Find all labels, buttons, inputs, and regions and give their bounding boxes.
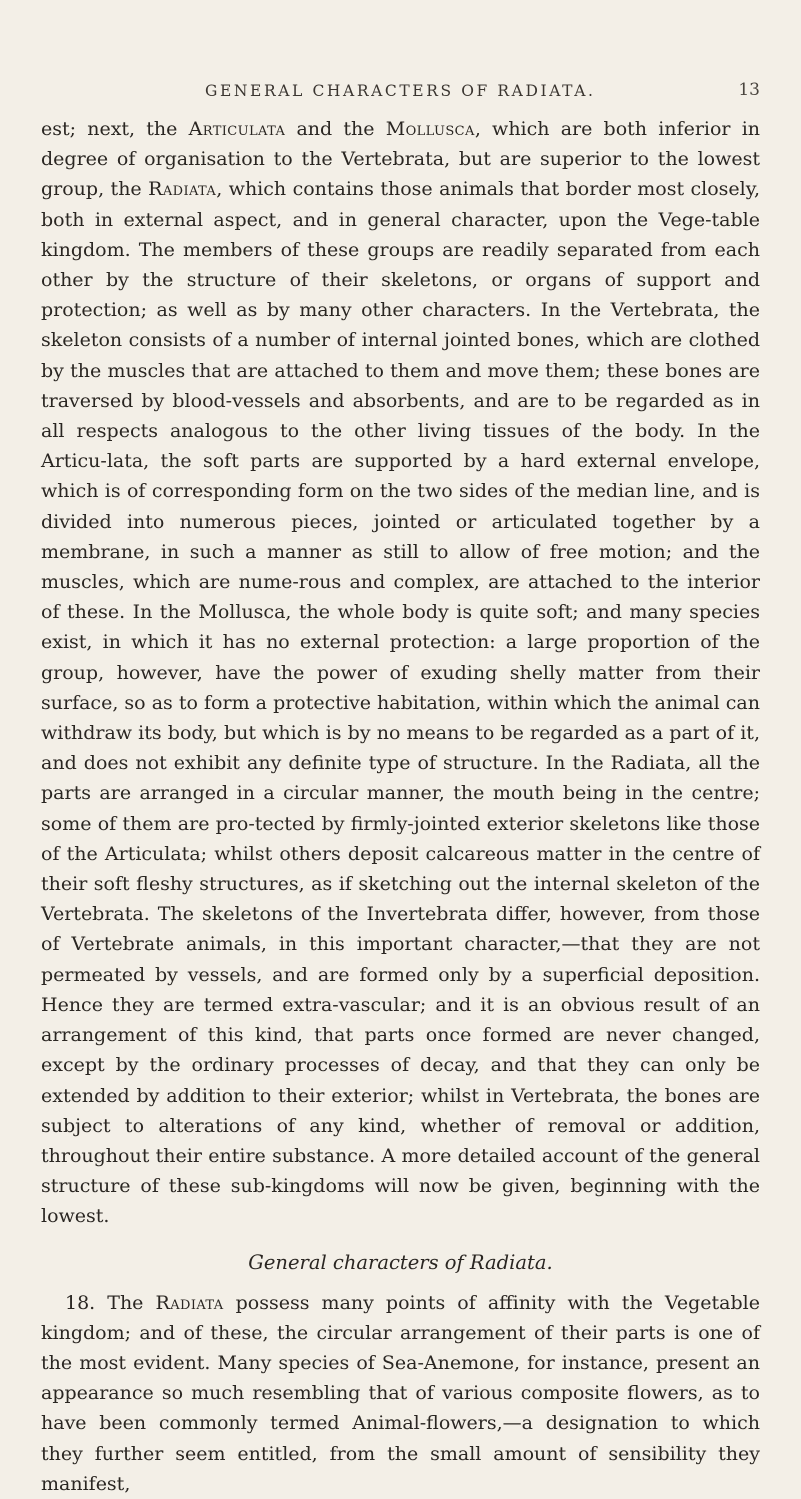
text-run: est; next, the: [41, 118, 189, 140]
text-run: 18. The: [65, 1291, 156, 1314]
text-run: , which are both inferior in degree of organisation to the Vertebrata, but are superior to the lowest group, the: [41, 118, 761, 201]
page-number: 13: [738, 80, 760, 100]
term-articulata: Articulata: [188, 118, 286, 140]
term-radiata: Radiata: [148, 178, 217, 201]
term-radiata: Radiata: [155, 1291, 224, 1314]
text-run: possess many points of affinity with the Vegetable kingdom; and of these, the circular arrangement of their parts is one of the most evident. Many species of Sea-Anemone, for instance, present an appearance so much resembling that of various composite flowers, as to have been commonly termed Animal-flowers,—a designation to which they further seem entitled, from the small amount of sensibility they manifest,: [41, 1291, 760, 1495]
term-mollusca: Mollusca: [385, 118, 475, 140]
running-head: [41, 0, 760, 112]
paragraph-continued: [41, 114, 760, 1232]
text-run: and the: [285, 118, 386, 140]
running-title: GENERAL CHARACTERS OF RADIATA.: [205, 82, 596, 100]
section-heading: General characters of Radiata.: [248, 1250, 553, 1274]
paragraph-18: [41, 1288, 760, 1499]
text-run: , which contains those animals that border most closely, both in external aspect, and in general character, upon the Vege-table kingdom. The members of these groups are readily separated from each other by the structure of their skeletons, or organs of support and protection; as well as by many other characters. In the Vertebrata, the skeleton consists of a number of internal jointed bones, which are clothed by the muscles that are attached to them and move them; these bones are traversed by blood-vessels and absorbents, and are to be regarded as in all respects analogous to the other living tissues of the body. In the Articu-lata, the soft parts are supported by a hard external envelope, which is of corresponding form on the two sides of the median line, and is divided into numerous pieces, jointed or articulated together by a membrane, in such a manner as still to allow of free motion; and the muscles, which are nume-rous and complex, are attached to the interior of these. In the Mollusca, the whole body is quite soft; and many species exist, in which it has no external protection: a large proportion of the group, however, have the power of exuding shelly matter from their surface, so as to form a protective habitation, within which the animal can withdraw its body, but which is by no means to be regarded as a part of it, and does not exhibit any definite type of structure. In the Radiata, all the parts are arranged in a circular manner, the mouth being in the centre; some of them are pro-tected by firmly-jointed exterior skeletons like those of the Articulata; whilst others deposit calcareous matter in the centre of their soft fleshy structures, as if sketching out the internal skeleton of the Vertebrata. The skeletons of the Invertebrata differ, however, from those of Vertebrate animals, in this important character,—that they are not permeated by vessels, and are formed only by a superficial deposition. Hence they are termed extra-vascular; and it is an obvious result of an arrangement of this kind, that parts once formed are never changed, except by the ordinary processes of decay, and that they can only be extended by addition to their exterior; whilst in Vertebrata, the bones are subject to alterations of any kind, whether of removal or addition, throughout their entire substance. A more detailed account of the general structure of these sub-kingdoms will now be given, beginning with the lowest.: [41, 178, 760, 1228]
